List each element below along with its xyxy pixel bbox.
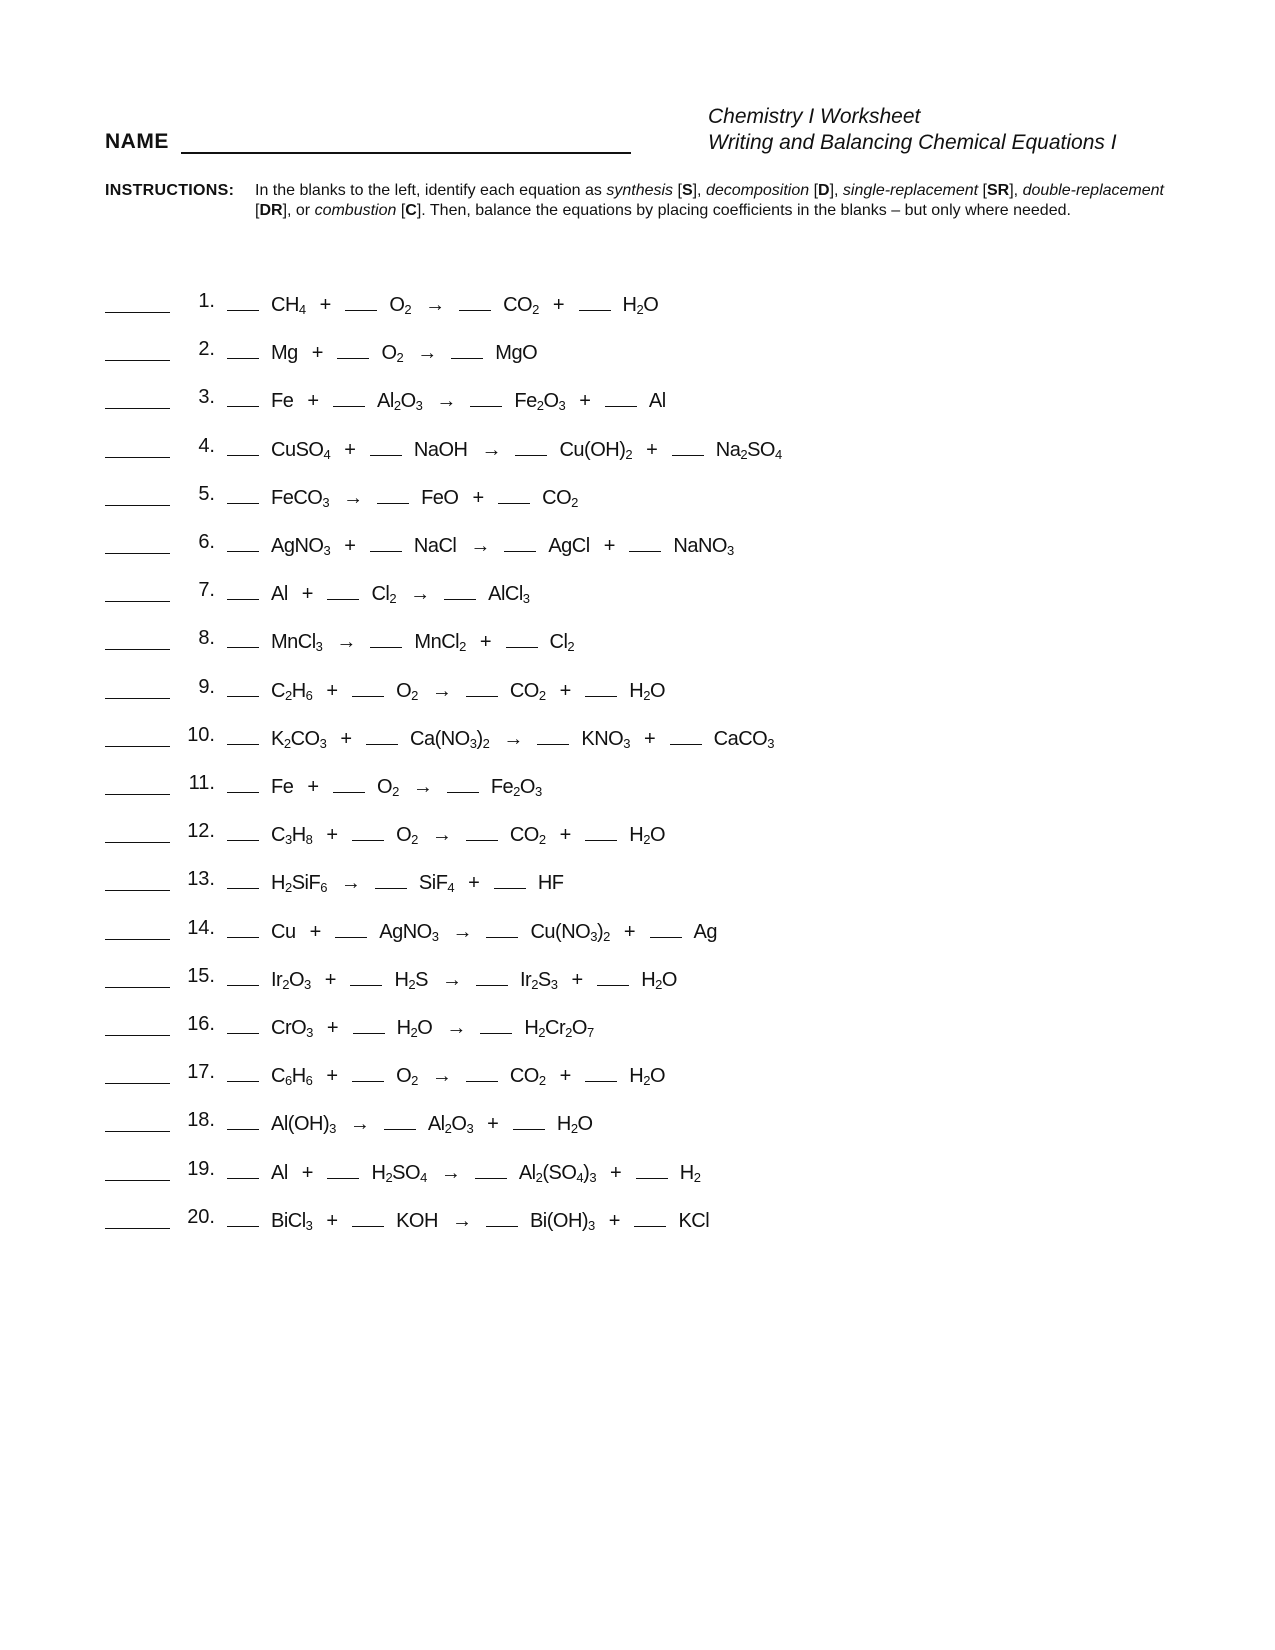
reaction-type-blank[interactable] — [105, 1083, 170, 1084]
chemical-equation — [227, 531, 748, 558]
chemical-equation — [227, 386, 680, 413]
reaction-type-blank[interactable] — [105, 312, 170, 313]
title-line-1: Chemistry I Worksheet — [708, 105, 921, 128]
coefficient-blank[interactable] — [650, 917, 682, 938]
reactant-formula: $K_2CO_3$ — [271, 727, 327, 751]
coefficient-blank[interactable] — [470, 386, 502, 407]
equation-number: 17. — [187, 1061, 215, 1084]
coefficient-blank[interactable] — [227, 1158, 259, 1179]
chemical-equation — [227, 435, 796, 462]
reaction-type-blank[interactable] — [105, 794, 170, 795]
instructions-part: combustion — [314, 202, 397, 219]
equation-number: 12. — [187, 820, 215, 843]
reactant-formula: $CH_4$ — [271, 294, 306, 317]
plus-sign: + — [643, 727, 656, 750]
reactant-formula: $Al(OH)_3$ — [271, 1113, 336, 1137]
reaction-type-blank[interactable] — [105, 457, 170, 458]
equation-number: 13. — [187, 868, 215, 891]
coefficient-blank[interactable] — [352, 1061, 384, 1082]
product-formula: $H_2O$ — [622, 294, 659, 317]
coefficient-blank[interactable] — [466, 820, 498, 841]
product-formula: $Na_2SO_4$ — [715, 438, 782, 462]
chemical-equation — [227, 579, 544, 606]
product-formula: MgO — [495, 342, 538, 365]
plus-sign: + — [487, 1113, 499, 1136]
instructions-label: INSTRUCTIONS: — [105, 182, 235, 199]
product-formula: $CO_2$ — [542, 486, 578, 510]
chemical-equation — [227, 1061, 679, 1088]
chemical-equation — [227, 483, 592, 510]
plus-sign: + — [344, 535, 356, 557]
coefficient-blank[interactable] — [579, 290, 611, 311]
instructions-part: C — [405, 202, 417, 219]
plus-sign: + — [307, 390, 320, 413]
reaction-arrow: → — [425, 294, 446, 316]
plus-sign: + — [571, 968, 584, 991]
chemical-equation — [227, 1109, 607, 1136]
product-formula: $H_2O$ — [629, 679, 666, 703]
plus-sign: + — [326, 1065, 339, 1088]
plus-sign: + — [559, 679, 572, 702]
coefficient-blank[interactable] — [227, 435, 259, 456]
coefficient-blank[interactable] — [498, 483, 530, 504]
reactant-formula: $O_2$ — [377, 776, 399, 799]
instructions — [105, 181, 1165, 221]
coefficient-blank[interactable] — [444, 579, 476, 600]
reaction-arrow: → — [417, 342, 438, 365]
product-formula: $Fe_2O_3$ — [514, 390, 566, 414]
reactant-formula: $H_2S$ — [394, 968, 428, 992]
product-formula: AgCl — [548, 535, 590, 557]
coefficient-blank[interactable] — [377, 483, 409, 504]
coefficient-blank[interactable] — [335, 917, 367, 938]
plus-sign: + — [623, 920, 636, 943]
equation-number: 15. — [187, 964, 215, 987]
instructions-part: [ — [396, 202, 406, 219]
chemical-equation — [227, 338, 551, 365]
chemical-equation — [227, 627, 588, 654]
equation-number: 2. — [198, 338, 215, 361]
chemical-equation — [227, 1013, 608, 1040]
coefficient-blank[interactable] — [486, 1206, 518, 1227]
reactant-formula: Al — [271, 1161, 288, 1184]
instructions-part: synthesis — [606, 182, 674, 199]
reaction-type-blank[interactable] — [105, 890, 170, 891]
instructions-part: single-replacement — [842, 182, 979, 199]
product-formula: FeO — [421, 486, 459, 509]
coefficient-blank[interactable] — [466, 676, 498, 697]
reactant-formula: $Al_2O_3$ — [377, 390, 423, 414]
reaction-type-blank[interactable] — [105, 746, 170, 747]
reactant-formula: $H_2SO_4$ — [371, 1161, 427, 1185]
product-formula: $CO_2$ — [509, 679, 546, 703]
coefficient-blank[interactable] — [513, 1109, 545, 1130]
reactant-formula: AgNO$_3$ — [379, 920, 439, 944]
name-field[interactable] — [181, 128, 631, 154]
instructions-part: decomposition — [705, 182, 810, 199]
reaction-type-blank[interactable] — [105, 698, 170, 699]
reaction-arrow: → — [446, 1017, 467, 1039]
product-formula: Al — [648, 390, 666, 413]
reaction-arrow: → — [343, 486, 364, 509]
chemical-equation — [227, 820, 679, 847]
reaction-arrow: → — [481, 438, 502, 461]
plus-sign: + — [307, 776, 320, 798]
coefficient-blank[interactable] — [585, 676, 617, 697]
product-formula: HF — [537, 872, 564, 895]
plus-sign: + — [326, 679, 339, 702]
coefficient-blank[interactable] — [476, 965, 508, 986]
coefficient-blank[interactable] — [227, 338, 259, 359]
reaction-arrow: → — [441, 968, 462, 991]
coefficient-blank[interactable] — [350, 965, 382, 986]
coefficient-blank[interactable] — [480, 1013, 512, 1034]
equation-number: 10. — [187, 723, 215, 746]
coefficient-blank[interactable] — [345, 290, 377, 311]
product-formula: $KNO_3$ — [581, 727, 630, 751]
coefficient-blank[interactable] — [227, 386, 259, 407]
reactant-formula: $Cl_2$ — [371, 583, 397, 607]
product-formula: SiF$_4$ — [418, 872, 455, 896]
reactant-formula: NaCl — [413, 535, 457, 557]
reactant-formula: $H_2O$ — [396, 1017, 433, 1040]
product-formula: $CO_2$ — [509, 824, 546, 848]
coefficient-blank[interactable] — [352, 1206, 384, 1227]
coefficient-blank[interactable] — [475, 1158, 507, 1179]
plus-sign: + — [472, 486, 485, 509]
product-formula: $Ir_2S_3$ — [519, 968, 558, 992]
name-row — [105, 128, 631, 154]
instructions-part: SR — [987, 182, 1010, 199]
reactant-formula: MnCl$_3$ — [271, 631, 323, 655]
product-formula: $H_2$ — [679, 1161, 701, 1185]
product-formula: Ag — [693, 920, 717, 943]
reaction-type-blank[interactable] — [105, 987, 170, 988]
plus-sign: + — [301, 1161, 314, 1184]
plus-sign: + — [311, 342, 324, 365]
equation-number: 4. — [198, 434, 215, 457]
plus-sign: + — [646, 438, 658, 461]
reaction-type-blank[interactable] — [105, 1228, 170, 1229]
reaction-arrow: → — [340, 872, 361, 895]
instructions-part: In the blanks to the left, identify each equation as — [255, 182, 607, 199]
product-formula: $H_2O$ — [556, 1113, 593, 1137]
coefficient-blank[interactable] — [447, 772, 479, 793]
product-formula: $Cu(OH)_2$ — [559, 438, 633, 462]
plus-sign: + — [324, 968, 337, 991]
reaction-type-blank[interactable] — [105, 408, 170, 409]
instructions-part: D — [818, 182, 830, 199]
plus-sign: + — [326, 824, 339, 847]
plus-sign: + — [326, 1209, 339, 1232]
equation-number: 19. — [187, 1157, 215, 1180]
plus-sign: + — [579, 390, 591, 413]
coefficient-blank[interactable] — [227, 1061, 259, 1082]
chemical-equation — [227, 917, 731, 944]
coefficient-blank[interactable] — [227, 917, 259, 938]
instructions-part: ], — [1009, 182, 1023, 199]
product-formula: $Cu(NO_3)_2$ — [530, 920, 610, 944]
coefficient-blank[interactable] — [227, 676, 259, 697]
equation-number: 3. — [198, 386, 215, 409]
equation-number: 7. — [198, 579, 215, 602]
reactant-formula: CrO$_3$ — [271, 1017, 313, 1040]
coefficient-blank[interactable] — [670, 724, 702, 745]
coefficient-blank[interactable] — [375, 868, 407, 889]
reaction-type-blank[interactable] — [105, 1131, 170, 1132]
coefficient-blank[interactable] — [227, 290, 259, 311]
reactant-formula: AgNO$_3$ — [271, 535, 331, 558]
coefficient-blank[interactable] — [366, 724, 398, 745]
instructions-part: DR — [259, 202, 283, 219]
coefficient-blank[interactable] — [227, 772, 259, 793]
coefficient-blank[interactable] — [333, 386, 365, 407]
coefficient-blank[interactable] — [352, 676, 384, 697]
product-formula: $Cl_2$ — [549, 631, 575, 655]
coefficient-blank[interactable] — [494, 868, 526, 889]
plus-sign: + — [340, 727, 352, 750]
product-formula: $Al_2O_3$ — [427, 1113, 474, 1137]
coefficient-blank[interactable] — [370, 435, 402, 456]
reaction-arrow: → — [349, 1113, 370, 1136]
reactant-formula: NaOH — [413, 438, 468, 461]
reactant-formula: $O_2$ — [396, 1065, 418, 1089]
chemical-equation — [227, 1206, 723, 1233]
reaction-arrow: → — [452, 920, 473, 943]
product-formula: CaCO$_3$ — [713, 727, 774, 751]
reaction-arrow: → — [503, 727, 524, 750]
coefficient-blank[interactable] — [227, 724, 259, 745]
instructions-part: S — [681, 182, 693, 199]
title-line-2: Writing and Balancing Chemical Equations I — [708, 131, 1117, 154]
instructions-part: ]. Then, balance the equations by placing coefficients in the blanks – but only where needed. — [416, 202, 1071, 219]
chemical-equation — [227, 868, 578, 895]
reactant-formula: $Ca(NO_3)_2$ — [410, 727, 490, 751]
reaction-type-blank[interactable] — [105, 553, 170, 554]
instructions-part: [ — [673, 182, 682, 199]
product-formula: $H_2Cr_2O_7$ — [524, 1017, 594, 1040]
coefficient-blank[interactable] — [384, 1109, 416, 1130]
reaction-arrow: → — [412, 776, 433, 798]
chemical-equation — [227, 676, 679, 703]
instructions-part: ], — [692, 182, 706, 199]
plus-sign: + — [559, 824, 572, 847]
instructions-part: ], — [829, 182, 843, 199]
reaction-type-blank[interactable] — [105, 601, 170, 602]
coefficient-blank[interactable] — [227, 531, 259, 552]
product-formula: $Bi(OH)_3$ — [529, 1209, 595, 1233]
instructions-part: [ — [255, 202, 260, 219]
plus-sign: + — [479, 631, 492, 654]
equation-number: 6. — [198, 531, 215, 553]
chemical-equation — [227, 1158, 714, 1185]
reaction-type-blank[interactable] — [105, 360, 170, 361]
reaction-type-blank[interactable] — [105, 1035, 170, 1036]
instructions-part: [ — [978, 182, 987, 199]
reactant-formula: FeCO$_3$ — [271, 486, 330, 510]
reactant-formula: Fe — [271, 776, 294, 798]
instructions-part: double-replacement — [1022, 182, 1164, 199]
plus-sign: + — [603, 535, 616, 557]
reaction-type-blank[interactable] — [105, 649, 170, 650]
plus-sign: + — [468, 872, 480, 895]
coefficient-blank[interactable] — [506, 627, 538, 648]
coefficient-blank[interactable] — [486, 917, 518, 938]
product-formula: $H_2O$ — [641, 968, 677, 992]
reaction-arrow: → — [470, 535, 491, 557]
coefficient-blank[interactable] — [327, 579, 359, 600]
reaction-arrow: → — [431, 679, 452, 702]
equation-number: 18. — [187, 1109, 215, 1132]
coefficient-blank[interactable] — [227, 1206, 259, 1227]
product-formula: $CO_2$ — [503, 294, 539, 317]
name-label: NAME — [105, 130, 169, 153]
product-formula: MnCl$_2$ — [414, 631, 466, 655]
chemical-equation — [227, 772, 556, 799]
coefficient-blank[interactable] — [227, 627, 259, 648]
coefficient-blank[interactable] — [352, 820, 384, 841]
reactant-formula: $C_6H_6$ — [271, 1065, 313, 1089]
product-formula: $Fe_2O_3$ — [490, 776, 542, 799]
coefficient-blank[interactable] — [459, 290, 491, 311]
product-formula: $Al_2(SO_4)_3$ — [518, 1161, 597, 1185]
plus-sign: + — [608, 1209, 621, 1232]
coefficient-blank[interactable] — [636, 1158, 668, 1179]
reaction-arrow: → — [436, 390, 457, 413]
coefficient-blank[interactable] — [634, 1206, 666, 1227]
reaction-arrow: → — [410, 583, 431, 606]
coefficient-blank[interactable] — [370, 627, 402, 648]
equation-number: 9. — [198, 675, 215, 698]
coefficient-blank[interactable] — [333, 772, 365, 793]
instructions-part: ], or — [282, 202, 315, 219]
equation-number: 5. — [198, 482, 215, 505]
reactant-formula: CuSO$_4$ — [271, 438, 331, 462]
reaction-arrow: → — [431, 1065, 452, 1088]
coefficient-blank[interactable] — [227, 820, 259, 841]
equation-number: 14. — [187, 916, 215, 939]
product-formula: $H_2O$ — [629, 824, 666, 848]
instructions-part: [ — [809, 182, 819, 199]
coefficient-blank[interactable] — [504, 531, 536, 552]
reactant-formula: $O_2$ — [389, 294, 412, 317]
coefficient-blank[interactable] — [466, 1061, 498, 1082]
plus-sign: + — [301, 583, 314, 606]
product-formula: $CO_2$ — [509, 1065, 546, 1089]
reactant-formula: Fe — [271, 390, 294, 413]
product-formula: AlCl$_3$ — [488, 583, 530, 607]
coefficient-blank[interactable] — [353, 1013, 385, 1034]
equation-number: 11. — [188, 772, 215, 794]
coefficient-blank[interactable] — [227, 965, 259, 986]
coefficient-blank[interactable] — [227, 1013, 259, 1034]
chemical-equation — [227, 290, 672, 317]
coefficient-blank[interactable] — [537, 724, 569, 745]
reaction-arrow: → — [451, 1209, 472, 1232]
coefficient-blank[interactable] — [227, 579, 259, 600]
plus-sign: + — [559, 1065, 572, 1088]
reactant-formula: $O_2$ — [381, 342, 404, 366]
equation-number: 8. — [198, 627, 215, 650]
reactant-formula: $H_2SiF_6$ — [271, 872, 327, 896]
reaction-arrow: → — [431, 824, 452, 847]
plus-sign: + — [309, 920, 322, 943]
coefficient-blank[interactable] — [515, 435, 547, 456]
equation-number: 16. — [187, 1013, 215, 1035]
coefficient-blank[interactable] — [585, 1061, 617, 1082]
reactant-formula: Cu — [271, 920, 296, 943]
reactant-formula: $Ir_2O_3$ — [271, 968, 311, 992]
coefficient-blank[interactable] — [597, 965, 629, 986]
reaction-type-blank[interactable] — [105, 842, 170, 843]
coefficient-blank[interactable] — [370, 531, 402, 552]
chemical-equation — [227, 965, 691, 992]
reaction-arrow: → — [440, 1161, 461, 1184]
coefficient-blank[interactable] — [227, 483, 259, 504]
coefficient-blank[interactable] — [227, 1109, 259, 1130]
coefficient-blank[interactable] — [605, 386, 637, 407]
plus-sign: + — [326, 1017, 339, 1039]
coefficient-blank[interactable] — [629, 531, 661, 552]
product-formula: KCl — [678, 1209, 710, 1232]
plus-sign: + — [552, 294, 565, 316]
product-formula: $H_2O$ — [629, 1065, 666, 1089]
plus-sign: + — [319, 294, 332, 316]
reactant-formula: $O_2$ — [396, 824, 418, 848]
reaction-type-blank[interactable] — [105, 505, 170, 506]
reaction-type-blank[interactable] — [105, 939, 170, 940]
equation-number: 1. — [198, 290, 215, 312]
product-formula: NaNO$_3$ — [673, 535, 734, 558]
reaction-type-blank[interactable] — [105, 1180, 170, 1181]
worksheet-title — [708, 104, 1117, 156]
coefficient-blank[interactable] — [337, 338, 369, 359]
coefficient-blank[interactable] — [585, 820, 617, 841]
equation-number: 20. — [187, 1205, 215, 1228]
reactant-formula: Al — [271, 583, 288, 606]
coefficient-blank[interactable] — [672, 435, 704, 456]
instructions-text — [255, 181, 1165, 221]
reactant-formula: $C_2H_6$ — [271, 679, 313, 703]
reactant-formula: $O_2$ — [396, 679, 418, 703]
reactant-formula: BiCl$_3$ — [271, 1209, 313, 1233]
reactant-formula: KOH — [396, 1209, 438, 1232]
plus-sign: + — [610, 1161, 622, 1184]
plus-sign: + — [344, 438, 356, 461]
coefficient-blank[interactable] — [451, 338, 483, 359]
reaction-arrow: → — [336, 631, 357, 654]
reactant-formula: $C_3H_8$ — [271, 824, 313, 848]
coefficient-blank[interactable] — [327, 1158, 359, 1179]
chemical-equation — [227, 724, 788, 751]
coefficient-blank[interactable] — [227, 868, 259, 889]
reactant-formula: Mg — [271, 342, 298, 365]
